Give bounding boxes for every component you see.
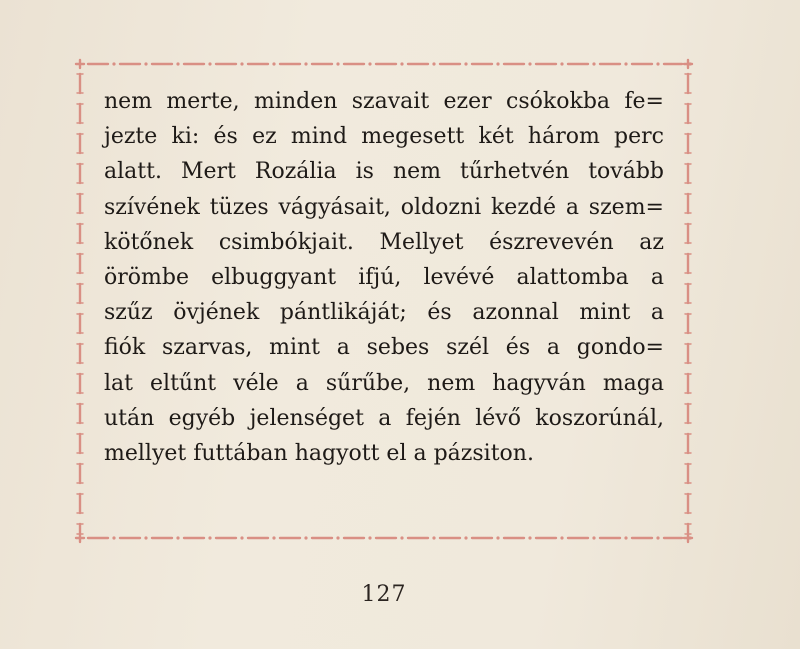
text-line-7: szűz övjének pántlikáját; és azonnal mint a <box>104 300 664 326</box>
text-line-8: fiók szarvas, mint a sebes szél és a gondo= <box>104 335 664 361</box>
text-line-11: mellyet futtában hagyott el a pázsiton. <box>104 441 534 467</box>
body-text <box>104 84 664 471</box>
page-number: 127 <box>361 582 407 607</box>
text-line-4: szívének tüzes vágyásait, oldozni kezdé a szem= <box>104 194 664 220</box>
text-line-3: alatt. Mert Rozália is nem tűrhetvén tovább <box>104 159 664 185</box>
text-line-6: örömbe elbuggyant ifjú, levévé alattomba a <box>104 265 664 291</box>
text-line-9: lat eltűnt véle a sűrűbe, nem hagyván maga <box>104 370 664 396</box>
text-line-5: kötőnek csimbókjait. Mellyet észrevevén az <box>104 229 664 255</box>
text-line-1: nem merte, minden szavait ezer csókokba fe= <box>104 89 664 114</box>
text-line-10: után egyéb jelenséget a fején lévő koszorúnál, <box>104 405 664 431</box>
text-line-2: jezte ki: és ez mind megesett két három perc <box>104 124 664 150</box>
